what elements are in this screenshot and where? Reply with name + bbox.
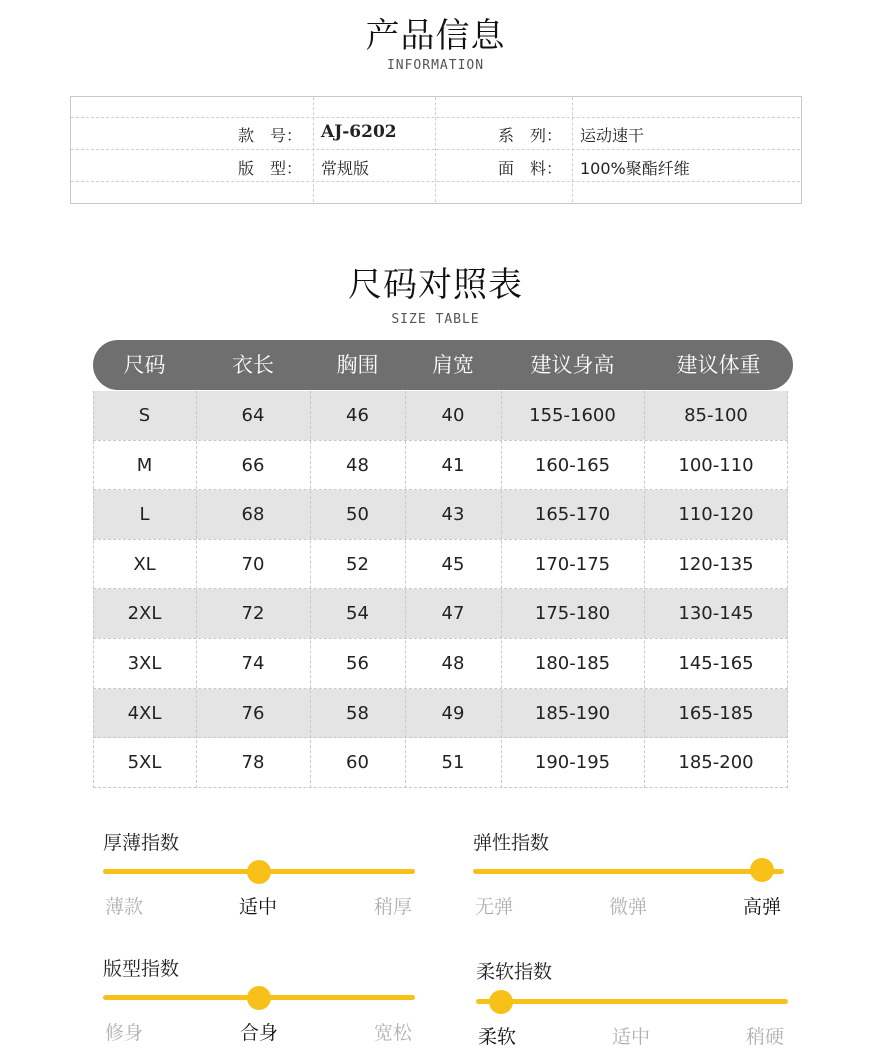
table-row bbox=[93, 391, 788, 440]
table-cell: 48 bbox=[346, 454, 369, 476]
table-cell: 2XL bbox=[127, 603, 162, 625]
table-cell: 190-195 bbox=[534, 752, 611, 774]
table-cell: 120-135 bbox=[678, 553, 754, 575]
grid-line bbox=[93, 737, 788, 738]
elasticity-track bbox=[473, 869, 784, 874]
grid-line bbox=[313, 97, 314, 202]
table-cell: S bbox=[138, 405, 151, 426]
table-cell: 60 bbox=[346, 752, 369, 774]
table-cell: 52 bbox=[346, 553, 369, 575]
table-cell: 180-185 bbox=[534, 653, 611, 674]
table-cell: M bbox=[136, 454, 153, 476]
table-cell: 46 bbox=[346, 405, 369, 426]
table-cell: 45 bbox=[441, 553, 465, 575]
fit-option: 修身 bbox=[105, 1022, 144, 1044]
fit-knob[interactable] bbox=[247, 986, 271, 1010]
table-row bbox=[93, 441, 788, 490]
grid-line bbox=[93, 688, 788, 689]
grid-line bbox=[93, 638, 788, 639]
table-cell: 78 bbox=[241, 752, 265, 774]
table-cell: 74 bbox=[241, 653, 265, 674]
table-cell: 49 bbox=[441, 702, 465, 724]
elasticity-option: 微弹 bbox=[609, 896, 648, 918]
table-cell: 50 bbox=[346, 504, 369, 526]
thickness-knob[interactable] bbox=[247, 860, 271, 884]
table-cell: 185-190 bbox=[534, 702, 611, 724]
series-value: 运动速干 bbox=[580, 126, 645, 145]
softness-option: 柔软 bbox=[478, 1026, 517, 1048]
table-row bbox=[93, 689, 788, 738]
size-table-title: 尺码对照表 bbox=[348, 265, 523, 305]
grid-line bbox=[93, 489, 788, 490]
table-cell: 185-200 bbox=[678, 752, 754, 774]
elasticity-option: 无弹 bbox=[475, 896, 514, 918]
grid-line bbox=[644, 391, 645, 788]
table-cell: 41 bbox=[441, 454, 465, 476]
size-table-body bbox=[93, 391, 788, 788]
table-cell: 66 bbox=[241, 454, 265, 476]
grid-line bbox=[435, 97, 436, 202]
grid-line bbox=[787, 391, 788, 788]
thickness-option: 薄款 bbox=[105, 896, 144, 918]
fit-index-title: 版型指数 bbox=[103, 958, 180, 980]
style-no-label: 款 号： bbox=[237, 126, 302, 145]
table-cell: 40 bbox=[441, 405, 465, 426]
info-grid-border bbox=[70, 96, 802, 204]
grid-line bbox=[93, 391, 94, 788]
product-info-grid bbox=[70, 96, 801, 203]
table-cell: 145-165 bbox=[678, 653, 754, 674]
fit-option: 宽松 bbox=[374, 1022, 413, 1044]
grid-line bbox=[310, 391, 311, 788]
table-cell: 155-1600 bbox=[529, 405, 616, 426]
table-cell: 5XL bbox=[127, 752, 162, 774]
softness-track bbox=[476, 999, 788, 1004]
grid-line bbox=[93, 539, 788, 540]
fabric-value: 100%聚酯纤维 bbox=[580, 159, 690, 178]
softness-option: 稍硬 bbox=[746, 1026, 785, 1048]
table-cell: 4XL bbox=[127, 702, 162, 724]
fit-value: 常规版 bbox=[321, 159, 370, 178]
header-weight: 建议体重 bbox=[676, 353, 761, 377]
softness-index-title: 柔软指数 bbox=[476, 961, 553, 983]
table-cell: 165-185 bbox=[678, 702, 754, 724]
table-cell: XL bbox=[133, 553, 156, 575]
thickness-option: 稍厚 bbox=[374, 896, 413, 918]
table-cell: 3XL bbox=[127, 653, 162, 674]
table-row bbox=[93, 639, 788, 688]
softness-knob[interactable] bbox=[489, 990, 513, 1014]
style-no-value: AJ-6202 bbox=[321, 122, 397, 142]
table-row bbox=[93, 589, 788, 638]
grid-line bbox=[93, 440, 788, 441]
grid-line bbox=[93, 588, 788, 589]
grid-line bbox=[572, 97, 573, 202]
elasticity-index-title: 弹性指数 bbox=[473, 832, 550, 854]
grid-line bbox=[196, 391, 197, 788]
table-cell: 56 bbox=[346, 653, 369, 674]
table-cell: 130-145 bbox=[678, 603, 754, 625]
grid-line bbox=[501, 391, 502, 788]
product-info-subtitle: INFORMATION bbox=[386, 58, 485, 73]
table-row bbox=[93, 490, 788, 539]
elasticity-option: 高弹 bbox=[743, 896, 782, 918]
table-cell: 160-165 bbox=[534, 454, 611, 476]
product-info-title: 产品信息 bbox=[365, 16, 506, 56]
header-shoulder: 肩宽 bbox=[432, 353, 474, 377]
size-table-header bbox=[93, 340, 793, 390]
table-cell: L bbox=[139, 504, 150, 526]
table-row bbox=[93, 738, 788, 787]
table-cell: 110-120 bbox=[678, 504, 754, 526]
fabric-label: 面 料： bbox=[497, 159, 562, 178]
table-row bbox=[93, 540, 788, 589]
header-length: 衣长 bbox=[232, 353, 274, 377]
header-height: 建议身高 bbox=[530, 353, 615, 377]
table-cell: 100-110 bbox=[678, 454, 754, 476]
table-cell: 170-175 bbox=[534, 553, 611, 575]
series-label: 系 列： bbox=[497, 126, 562, 145]
softness-option: 适中 bbox=[612, 1026, 651, 1048]
thickness-option: 适中 bbox=[239, 896, 278, 918]
table-cell: 76 bbox=[241, 702, 265, 724]
table-cell: 72 bbox=[241, 603, 265, 625]
grid-line bbox=[405, 391, 406, 788]
fit-label: 版 型： bbox=[237, 159, 302, 178]
table-cell: 48 bbox=[441, 653, 465, 674]
table-cell: 85-100 bbox=[684, 405, 748, 426]
header-chest: 胸围 bbox=[336, 353, 379, 377]
table-cell: 47 bbox=[441, 603, 465, 625]
elasticity-knob[interactable] bbox=[750, 858, 774, 882]
table-cell: 165-170 bbox=[534, 504, 611, 526]
grid-line bbox=[93, 787, 788, 788]
table-cell: 43 bbox=[441, 504, 465, 526]
table-cell: 58 bbox=[346, 702, 369, 724]
table-cell: 51 bbox=[441, 752, 465, 774]
thickness-index-title: 厚薄指数 bbox=[103, 832, 180, 854]
table-cell: 175-180 bbox=[534, 603, 611, 625]
table-cell: 64 bbox=[241, 405, 265, 426]
table-cell: 54 bbox=[346, 603, 369, 625]
table-cell: 68 bbox=[241, 504, 265, 526]
table-cell: 70 bbox=[241, 553, 265, 575]
header-size: 尺码 bbox=[123, 353, 166, 377]
fit-option: 合身 bbox=[240, 1022, 279, 1044]
size-table-subtitle: SIZE TABLE bbox=[391, 312, 480, 327]
